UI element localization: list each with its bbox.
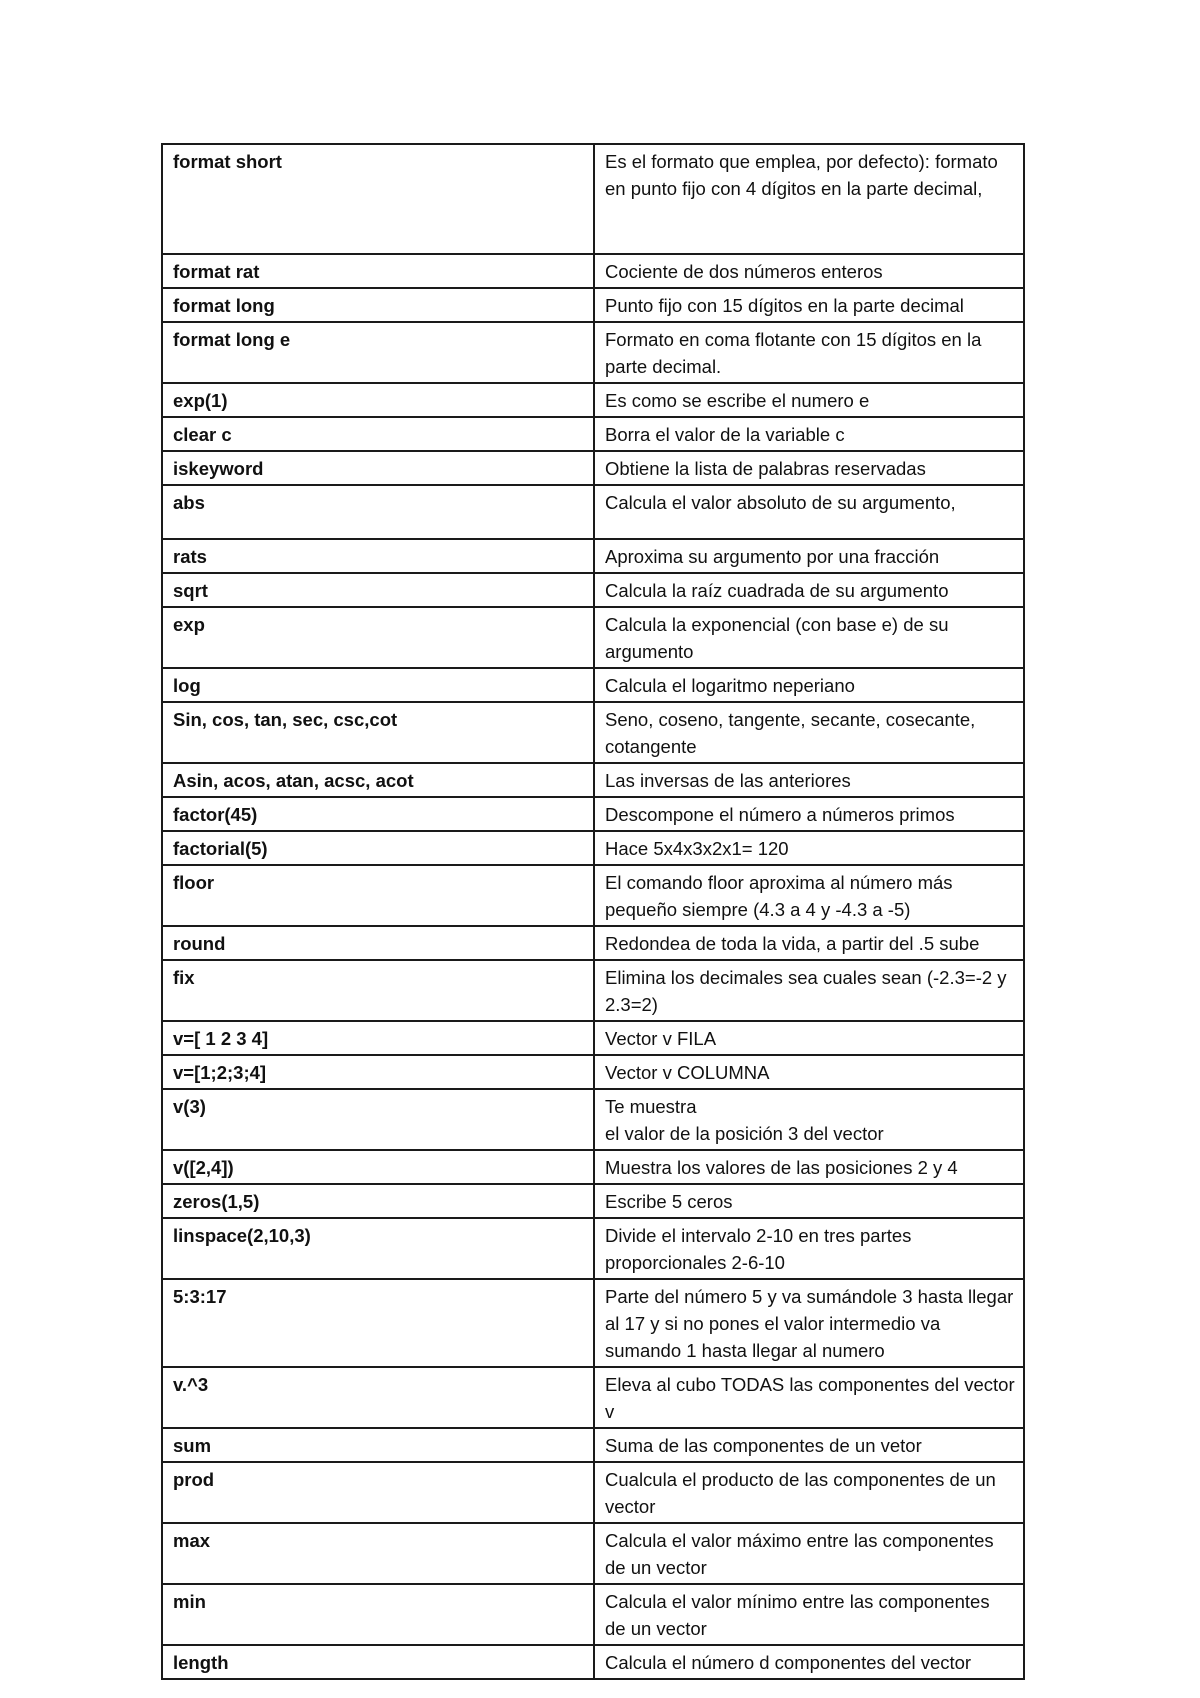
description-cell: Eleva al cubo TODAS las componentes del vector v	[594, 1367, 1024, 1428]
table-row	[162, 383, 1024, 417]
command-cell: floor	[162, 865, 594, 926]
command-cell: fix	[162, 960, 594, 1021]
table-row	[162, 668, 1024, 702]
description-cell: Formato en coma flotante con 15 dígitos en la parte decimal.	[594, 322, 1024, 383]
description-cell: Es el formato que emplea, por defecto): formato en punto fijo con 4 dígitos en la parte decimal,	[594, 144, 1024, 254]
description-cell: Calcula el valor absoluto de su argumento,	[594, 485, 1024, 539]
command-cell: log	[162, 668, 594, 702]
command-cell: clear c	[162, 417, 594, 451]
description-cell: Calcula la raíz cuadrada de su argumento	[594, 573, 1024, 607]
command-cell: length	[162, 1645, 594, 1679]
table-row	[162, 1428, 1024, 1462]
description-cell: Borra el valor de la variable c	[594, 417, 1024, 451]
command-cell: sqrt	[162, 573, 594, 607]
table-row	[162, 763, 1024, 797]
description-cell: Calcula el valor máximo entre las componentes de un vector	[594, 1523, 1024, 1584]
command-cell: round	[162, 926, 594, 960]
table-row	[162, 1021, 1024, 1055]
command-cell: v(3)	[162, 1089, 594, 1150]
table-row	[162, 573, 1024, 607]
table-row	[162, 451, 1024, 485]
command-cell: zeros(1,5)	[162, 1184, 594, 1218]
command-cell: v.^3	[162, 1367, 594, 1428]
table-row	[162, 1645, 1024, 1679]
description-cell: Las inversas de las anteriores	[594, 763, 1024, 797]
description-cell: Calcula el número d componentes del vector	[594, 1645, 1024, 1679]
table-row	[162, 539, 1024, 573]
command-cell: sum	[162, 1428, 594, 1462]
description-cell: Parte del número 5 y va sumándole 3 hasta llegar al 17 y si no pones el valor intermedio va sumando 1 hasta llegar al numero	[594, 1279, 1024, 1367]
command-cell: factorial(5)	[162, 831, 594, 865]
description-cell: Calcula la exponencial (con base e) de su argumento	[594, 607, 1024, 668]
table-row	[162, 1089, 1024, 1150]
description-cell: Suma de las componentes de un vetor	[594, 1428, 1024, 1462]
command-cell: exp	[162, 607, 594, 668]
description-cell: Vector v COLUMNA	[594, 1055, 1024, 1089]
table-row	[162, 797, 1024, 831]
description-cell: Vector v FILA	[594, 1021, 1024, 1055]
description-cell: Muestra los valores de las posiciones 2 y 4	[594, 1150, 1024, 1184]
description-cell: Cociente de dos números enteros	[594, 254, 1024, 288]
table-row	[162, 1218, 1024, 1279]
table-row	[162, 1584, 1024, 1645]
description-cell: Seno, coseno, tangente, secante, cosecante, cotangente	[594, 702, 1024, 763]
table-row	[162, 607, 1024, 668]
description-cell: Aproxima su argumento por una fracción	[594, 539, 1024, 573]
table-row	[162, 865, 1024, 926]
table-row	[162, 322, 1024, 383]
description-cell: Redondea de toda la vida, a partir del .5 sube	[594, 926, 1024, 960]
command-cell: v=[1;2;3;4]	[162, 1055, 594, 1089]
table-row	[162, 1184, 1024, 1218]
command-cell: Sin, cos, tan, sec, csc,cot	[162, 702, 594, 763]
table-row	[162, 960, 1024, 1021]
command-cell: 5:3:17	[162, 1279, 594, 1367]
description-cell: El comando floor aproxima al número más pequeño siempre (4.3 a 4 y -4.3 a -5)	[594, 865, 1024, 926]
description-cell: Te muestra el valor de la posición 3 del vector	[594, 1089, 1024, 1150]
command-cell: rats	[162, 539, 594, 573]
command-cell: abs	[162, 485, 594, 539]
table-row	[162, 1150, 1024, 1184]
description-cell: Calcula el valor mínimo entre las componentes de un vector	[594, 1584, 1024, 1645]
table-row	[162, 485, 1024, 539]
description-cell: Es como se escribe el numero e	[594, 383, 1024, 417]
command-cell: Asin, acos, atan, acsc, acot	[162, 763, 594, 797]
table-row	[162, 1523, 1024, 1584]
description-cell: Obtiene la lista de palabras reservadas	[594, 451, 1024, 485]
table-row	[162, 254, 1024, 288]
command-cell: format long e	[162, 322, 594, 383]
command-cell: iskeyword	[162, 451, 594, 485]
description-cell: Calcula el logaritmo neperiano	[594, 668, 1024, 702]
command-cell: v([2,4])	[162, 1150, 594, 1184]
command-cell: linspace(2,10,3)	[162, 1218, 594, 1279]
table-row	[162, 417, 1024, 451]
command-cell: factor(45)	[162, 797, 594, 831]
description-cell: Cualcula el producto de las componentes de un vector	[594, 1462, 1024, 1523]
description-cell: Punto fijo con 15 dígitos en la parte decimal	[594, 288, 1024, 322]
table-row	[162, 1055, 1024, 1089]
command-cell: min	[162, 1584, 594, 1645]
command-cell: max	[162, 1523, 594, 1584]
command-cell: format long	[162, 288, 594, 322]
command-table-body	[162, 144, 1024, 1679]
table-row	[162, 831, 1024, 865]
description-cell: Elimina los decimales sea cuales sean (-2.3=-2 y 2.3=2)	[594, 960, 1024, 1021]
description-cell: Hace 5x4x3x2x1= 120	[594, 831, 1024, 865]
table-row	[162, 1367, 1024, 1428]
table-row	[162, 702, 1024, 763]
description-cell: Escribe 5 ceros	[594, 1184, 1024, 1218]
command-table	[161, 143, 1025, 1680]
command-cell: v=[ 1 2 3 4]	[162, 1021, 594, 1055]
table-row	[162, 926, 1024, 960]
description-cell: Divide el intervalo 2-10 en tres partes proporcionales 2-6-10	[594, 1218, 1024, 1279]
table-row	[162, 1462, 1024, 1523]
table-row	[162, 144, 1024, 254]
command-cell: prod	[162, 1462, 594, 1523]
table-row	[162, 288, 1024, 322]
command-cell: format rat	[162, 254, 594, 288]
description-cell: Descompone el número a números primos	[594, 797, 1024, 831]
table-row	[162, 1279, 1024, 1367]
command-cell: exp(1)	[162, 383, 594, 417]
command-cell: format short	[162, 144, 594, 254]
